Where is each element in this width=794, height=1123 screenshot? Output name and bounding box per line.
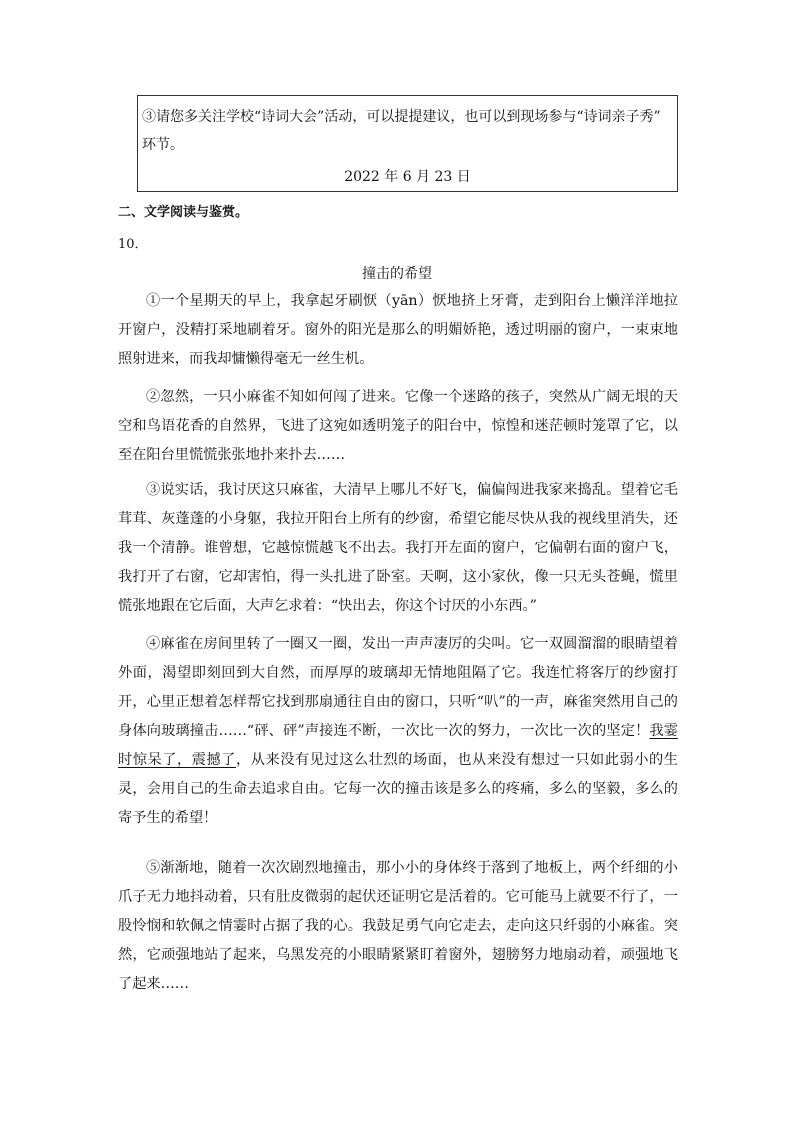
notice-box [137, 95, 678, 192]
paragraph-3: ③说实话，我讨厌这只麻雀，大清早上哪儿不好飞，偏偏闯进我家来捣乱。望着它毛茸茸、灰蓬蓬的小身躯，我拉开阳台上所有的纱窗，希望它能尽快从我的视线里消失，还我一个清静。谁曾想，它越惊慌越飞不出去。我打开左面的窗户，它偏朝右面的窗户飞，我打开了右窗，它却害怕，得一头扎进了卧室。天啊，这小家伙，像一只无头苍蝇，慌里慌张地跟在它后面，大声乞求着：“快出去，你这个讨厌的小东西。” [118, 482, 678, 614]
notice-line-1: ③请您多关注学校“诗词大会”活动，可以提提建议，也可以到现场参与“诗词亲子秀” [142, 109, 661, 125]
paragraph-4-text-b: ，从来没有见过这么壮烈的场面，也从来没有想过一只如此弱小的生灵，会用自己的生命去追求自由。它每一次的撞击该是多么的疼痛，多么的坚毅，多么的寄予生的希望！ [118, 752, 678, 826]
question-number: 10． [118, 237, 148, 252]
notice-date: 2022 年 6 月 23 日 [344, 169, 471, 185]
section-heading: 二、文学阅读与鉴赏。 [118, 205, 249, 220]
article-title: 撞击的希望 [362, 266, 432, 282]
notice-line-2: 环节。 [142, 137, 184, 153]
paragraph-4 [118, 630, 678, 833]
paragraph-2: ②忽然，一只小麻雀不知如何闯了进来。它像一个迷路的孩子，突然从广阔无垠的天空和鸟语花香的自然界，飞进了这宛如透明笼子的阳台中，惊惶和迷茫顿时笼罩了它，以至在阳台里慌慌张张地扑来扑去…… [118, 389, 678, 463]
underlined-phrase: 我霎时惊呆了，震撼了 [118, 723, 678, 768]
paragraph-1: ①一个星期天的早上，我拿起牙刷恹（yān）恹地挤上牙膏，走到阳台上懒洋洋地拉开窗户，没精打采地刷着牙。窗外的阳光是那么的明媚娇艳，透过明丽的窗户，一束束地照射进来，而我却慵懒得毫无一丝生机。 [118, 293, 678, 367]
paragraph-5: ⑤渐渐地，随着一次次剧烈地撞击，那小小的身体终于落到了地板上，两个纤细的小爪子无力地抖动着，只有肚皮微弱的起伏还证明它是活着的。它可能马上就要不行了，一股怜悯和软佩之情霎时占据了我的心。我鼓足勇气向它走去，走向这只纤弱的小麻雀。突然，它顽强地站了起来，乌黑发亮的小眼睛紧紧盯着窗外，翅膀努力地扇动着，顽强地飞了起来…… [118, 860, 678, 992]
paragraph-4-text-a: ④麻雀在房间里转了一圈又一圈，发出一声声凄厉的尖叫。它一双圆溜溜的眼睛望着外面，渴望即刻回到大自然，而厚厚的玻璃却无情地阻隔了它。我连忙将客厅的纱窗打开，心里正想着怎样帮它找到那扇通往自由的窗口，只听“叭”的一声，麻雀突然用自己的身体向玻璃撞击……“砰、砰”声接连不断，一次比一次的努力，一次比一次的坚定！ [118, 636, 678, 739]
